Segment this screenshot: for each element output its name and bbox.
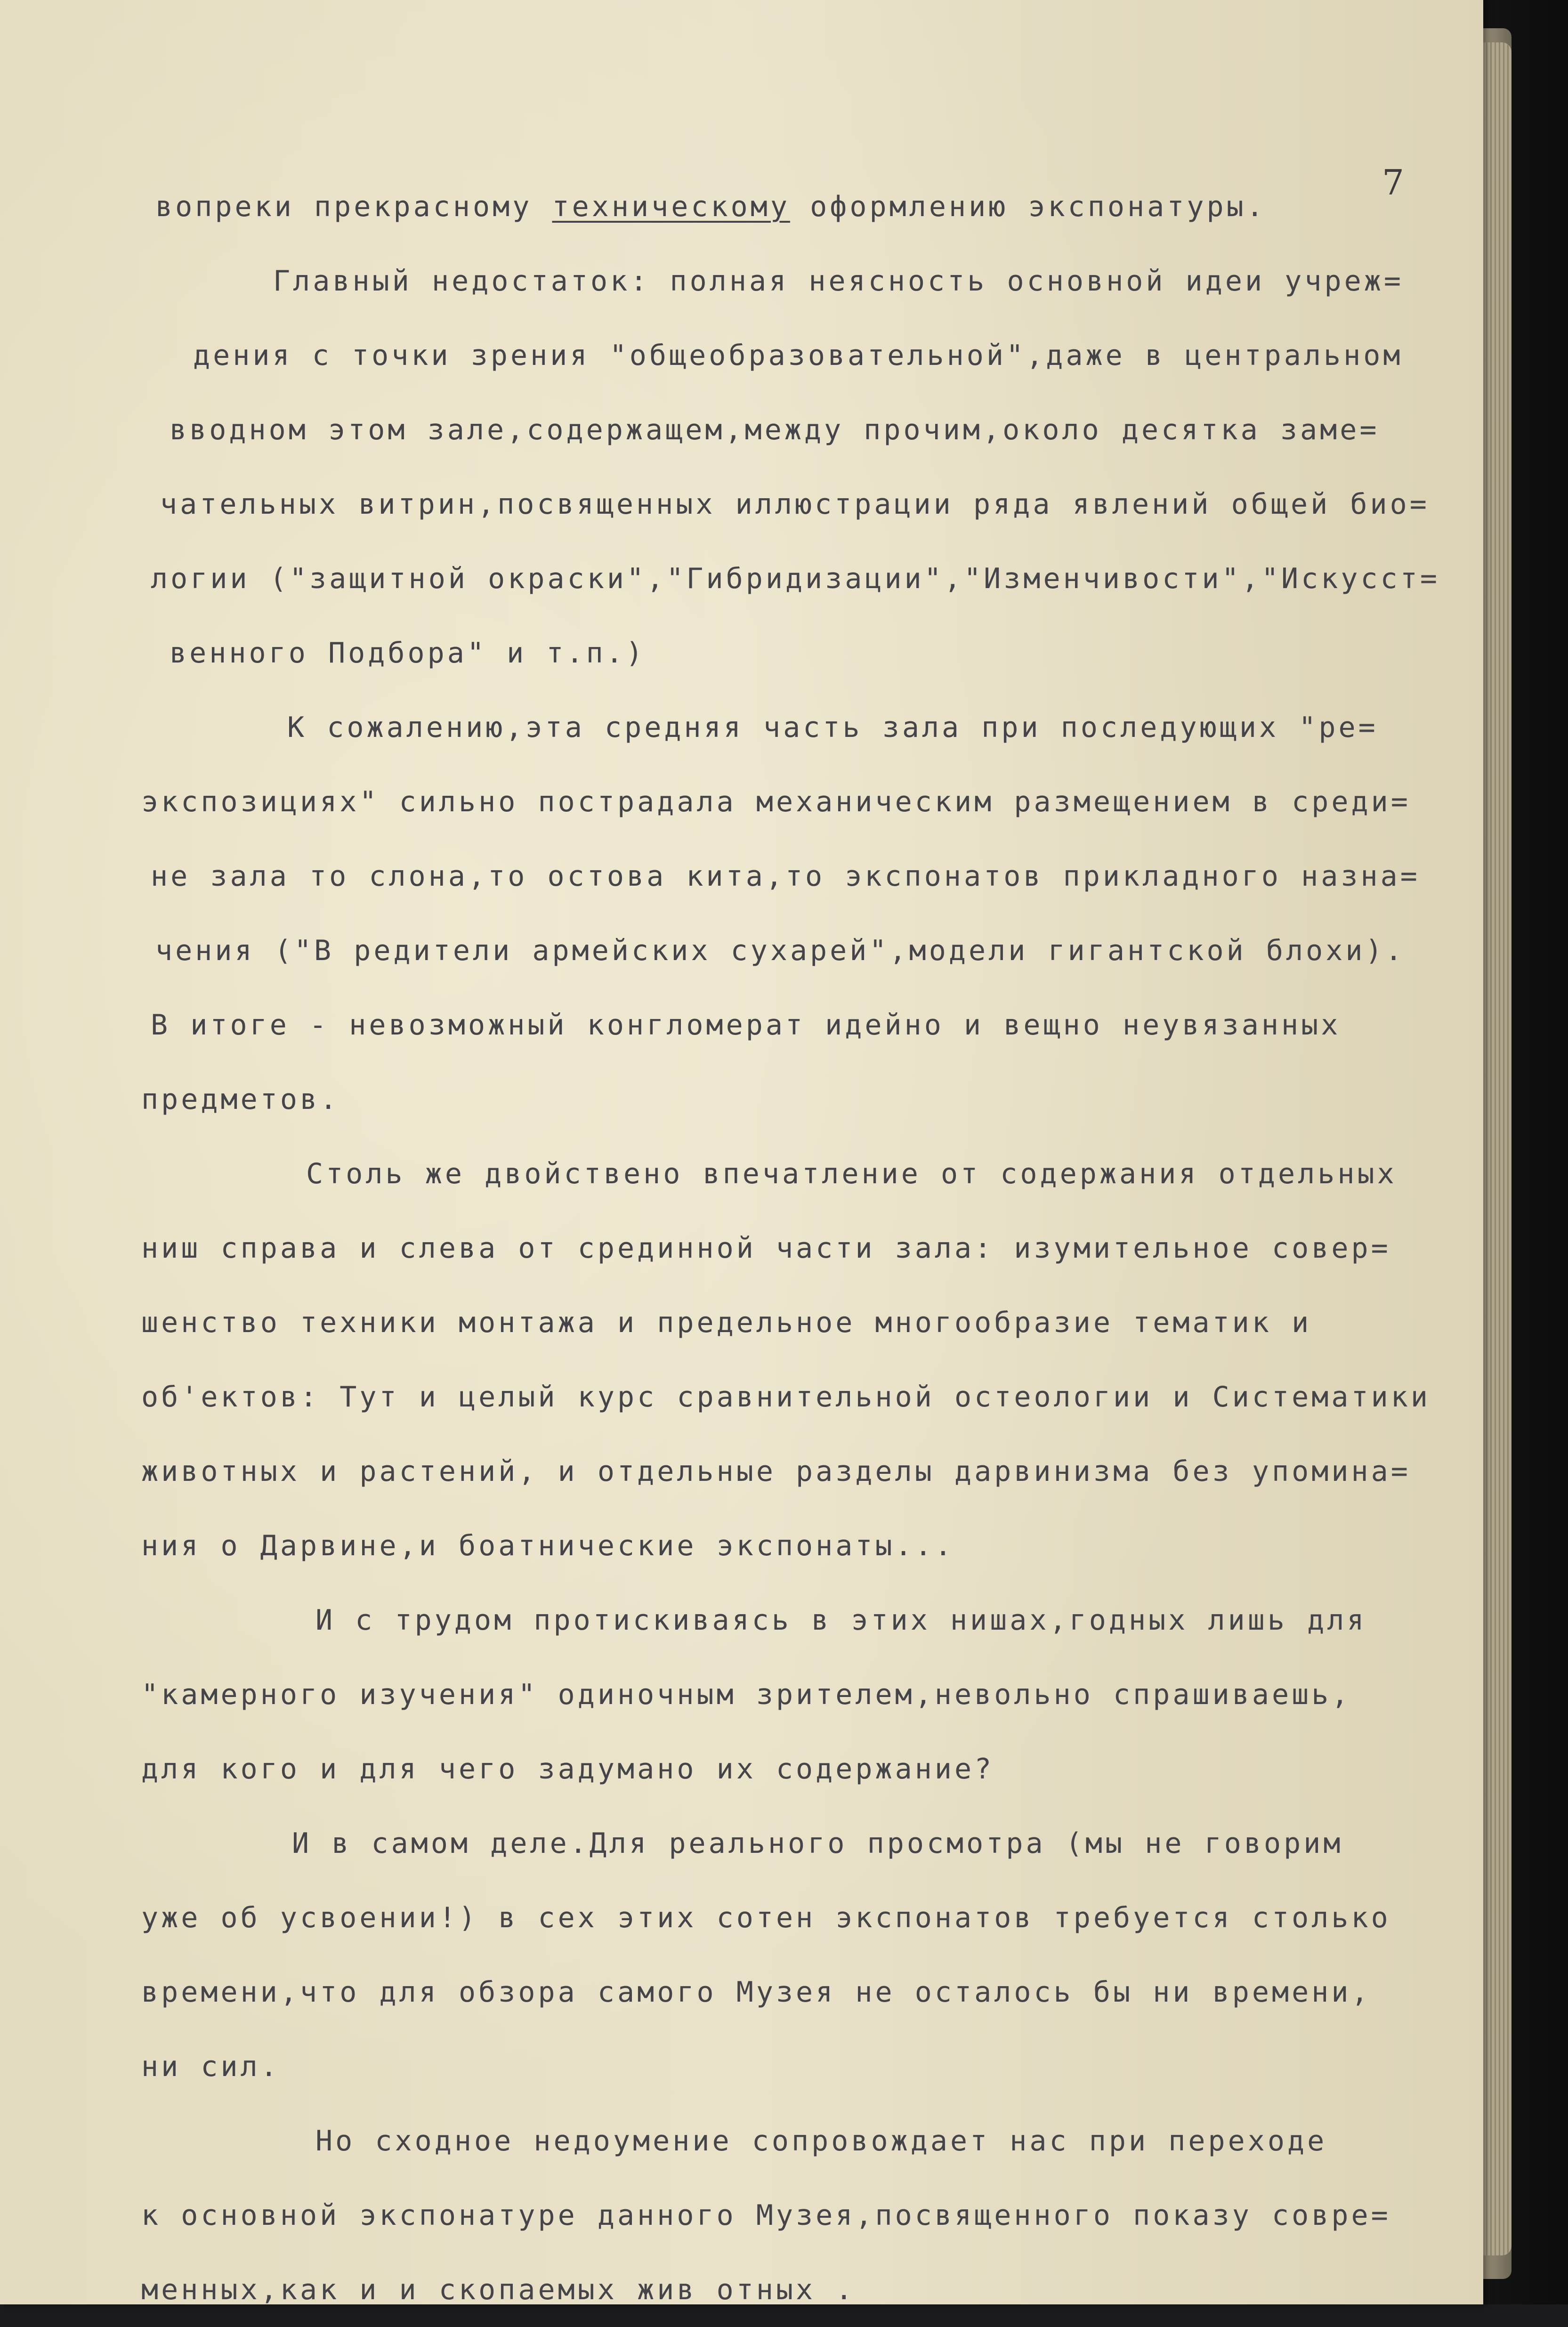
underlined-word: техническому: [552, 190, 790, 223]
text-line: [141, 1509, 1507, 1583]
text-line: [141, 1211, 1507, 1285]
line-text: не зала то слона,то остова кита,то экспонатов прикладного назна=: [151, 860, 1420, 893]
text-line: [141, 1360, 1507, 1434]
text-fragment: оформлению экспонатуры.: [810, 190, 1266, 223]
text-line: [141, 1806, 1507, 1881]
text-line: [141, 1285, 1507, 1360]
text-line: [141, 244, 1507, 318]
text-line: [141, 467, 1507, 541]
text-line: [141, 170, 1507, 244]
line-text: И с трудом протискиваясь в этих нишах,годных лишь для: [315, 1604, 1367, 1637]
line-text: венного Подбора" и т.п.): [170, 637, 646, 670]
text-line: [141, 1732, 1507, 1806]
text-line: [141, 616, 1507, 690]
text-line: [141, 988, 1507, 1062]
text-line: [141, 393, 1507, 467]
line-text: И в самом деле.Для реального просмотра (мы не говорим: [292, 1827, 1343, 1860]
line-text: ния о Дарвине,и боатнические экспонаты...: [141, 1529, 955, 1562]
text-line: [141, 1583, 1507, 1657]
line-text: дения с точки зрения "общеобразовательной",даже в центральном: [193, 339, 1403, 372]
line-text: чения ("В редители армейских сухарей",модели гигантской блохи).: [155, 934, 1405, 967]
line-text: шенство техники монтажа и предельное многообразие тематик и: [141, 1306, 1312, 1339]
line-text: чательных витрин,посвященных иллюстрации ряда явлений общей био=: [160, 488, 1430, 521]
page-number: 7: [1382, 162, 1405, 203]
line-text: животных и растений, и отдельные разделы дарвинизма без упомина=: [141, 1455, 1411, 1488]
line-text: для кого и для чего задумано их содержание?: [141, 1753, 994, 1786]
text-line: [141, 2178, 1507, 2253]
line-text: В итоге - невозможный конгломерат идейно и вещно неувязанных: [151, 1009, 1341, 1042]
line-text: времени,что для обзора самого Музея не осталось бы ни времени,: [141, 1976, 1371, 2009]
text-line: [141, 765, 1507, 839]
line-text: менных,как и и скопаемых жив отных .: [141, 2273, 856, 2306]
text-fragment: вопреки прекрасному: [155, 190, 533, 223]
line-text: ни сил.: [141, 2050, 280, 2083]
line-text: вводном этом зале,содержащем,между прочим,около десятка заме=: [170, 413, 1380, 446]
line-text: к основной экспонатуре данного Музея,посвященного показу совре=: [141, 2199, 1391, 2232]
text-line: [141, 1434, 1507, 1509]
line-text: ниш справа и слева от срединной части зала: изумительное совер=: [141, 1232, 1391, 1265]
text-line: [141, 1881, 1507, 1955]
typed-text: [141, 170, 1507, 2327]
line-text: уже об усвоении!) в сех этих сотен экспонатов требуется столько: [141, 1901, 1391, 1934]
line-text: предметов.: [141, 1083, 340, 1116]
text-line: [141, 541, 1507, 616]
text-line: [141, 1955, 1507, 2029]
text-line: [141, 690, 1507, 765]
line-text: логии ("защитной окраски","Гибридизации","Изменчивости","Искусст=: [151, 562, 1440, 595]
line-text: экспозициях" сильно пострадала механическим размещением в среди=: [141, 785, 1411, 818]
line-text: об'ектов: Тут и целый курс сравнительной остеологии и Систематики: [141, 1381, 1431, 1414]
line-text: Столь же двойствено впечатление от содержания отдельных: [306, 1157, 1397, 1190]
text-line: [141, 2104, 1507, 2178]
text-line: [141, 2029, 1507, 2104]
text-line: [141, 318, 1507, 393]
line-text: Главный недостаток: полная неясность основной идеи учреж=: [273, 265, 1404, 298]
text-line: [141, 1062, 1507, 1137]
text-line: [141, 2253, 1507, 2327]
line-text: К сожалению,эта средняя часть зала при последующих "ре=: [287, 711, 1378, 744]
text-line: [141, 1137, 1507, 1211]
text-line: [141, 913, 1507, 988]
line-text: Но сходное недоумение сопровождает нас при переходе: [315, 2125, 1327, 2157]
line-text: "камерного изучения" одиночным зрителем,невольно спрашиваешь,: [141, 1678, 1351, 1711]
text-line: [141, 1657, 1507, 1732]
text-line: [141, 839, 1507, 913]
